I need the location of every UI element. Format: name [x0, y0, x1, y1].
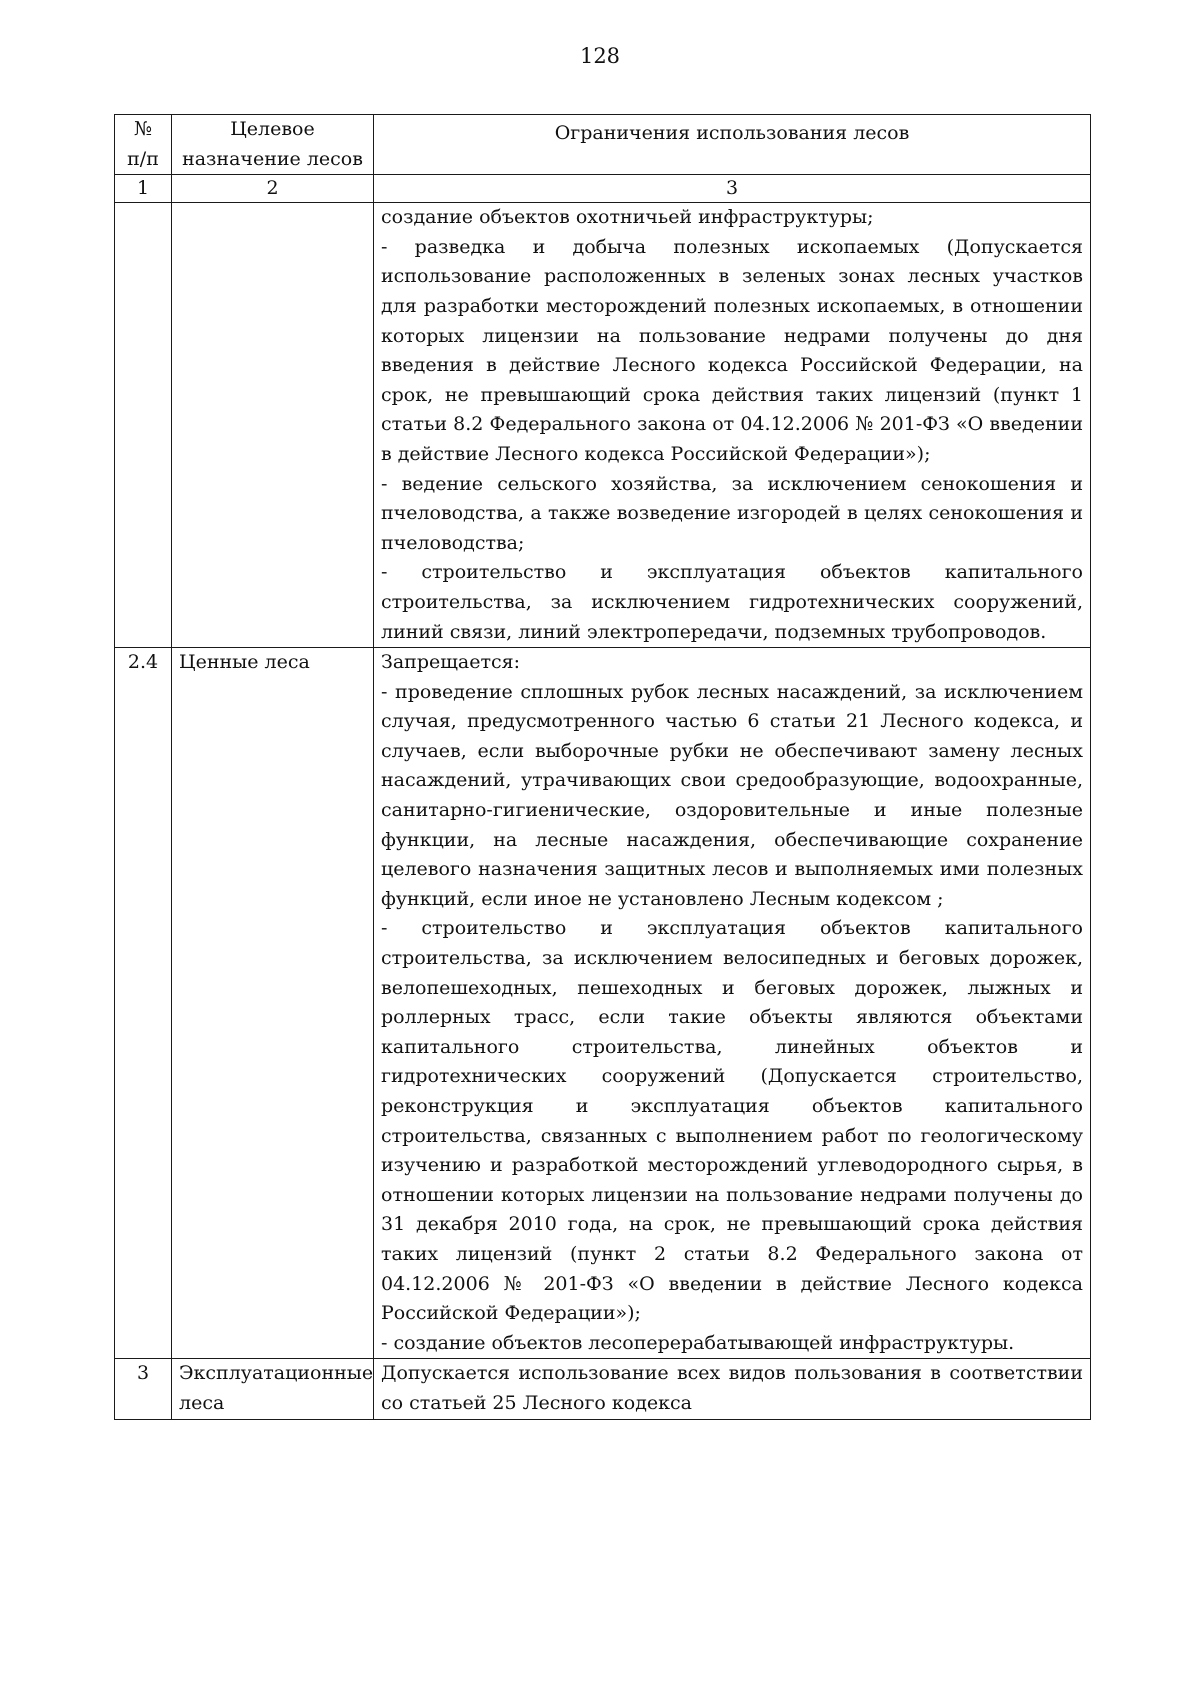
row-number: 3 [115, 1359, 172, 1419]
row-purpose: Эксплуатационные леса [172, 1359, 374, 1419]
column-number-3: 3 [374, 175, 1091, 203]
header-purpose-line2: назначение лесов [182, 147, 363, 170]
table-row [115, 1359, 1091, 1419]
restriction-paragraph: создание объектов охотничьей инфраструктуры; [381, 206, 874, 229]
restriction-paragraph: - строительство и эксплуатация объектов капитального строительства, за исключением гидротехнических сооружений, линий связи, линий электропередачи, подземных трубопроводов. [381, 561, 1083, 643]
header-number-line1: № [134, 118, 152, 140]
restrictions-table [114, 114, 1091, 1420]
row-number [115, 203, 172, 648]
row-purpose: Ценные леса [172, 648, 374, 1359]
table-row [115, 203, 1091, 648]
header-purpose [172, 115, 374, 175]
header-restrictions: Ограничения использования лесов [374, 115, 1091, 175]
header-purpose-line1: Целевое [230, 118, 315, 140]
row-restrictions [374, 648, 1091, 1359]
column-number-row [115, 175, 1091, 203]
row-restrictions [374, 1359, 1091, 1419]
restriction-paragraph: - разведка и добыча полезных ископаемых (Допускается использование расположенных в зеленых зонах лесных участков для разработки месторождений полезных ископаемых, в отношении которых лицензии на пользование недрами получены до дня введения в действие Лесного кодекса Российской Федерации, на срок, не превышающий срока действия таких лицензий (пункт 1 статьи 8.2 Федерального закона от 04.12.2006 № 201-ФЗ «О введении в действие Лесного кодекса Российской Федерации»); [381, 235, 1083, 465]
restriction-paragraph: - строительство и эксплуатация объектов капитального строительства, за исключением велосипедных и беговых дорожек, велопешеходных, пешеходных и беговых дорожек, лыжных и роллерных трасс, если такие объекты являются объектами капитального строительства, линейных объектов и гидротехнических сооружений (Допускается строительство, реконструкция и эксплуатация объектов капитального строительства, связанных с выполнением работ по геологическому изучению и разработкой месторождений углеводородного сырья, в отношении которых лицензии на пользование недрами получены до 31 декабря 2010 года, на срок, не превышающий срока действия таких лицензий (пункт 2 статьи 8.2 Федерального закона от 04.12.2006 № 201-ФЗ «О введении в действие Лесного кодекса Российской Федерации»); [381, 917, 1083, 1325]
restriction-paragraph: - проведение сплошных рубок лесных насаждений, за исключением случая, предусмотренного частью 6 статьи 21 Лесного кодекса, и случаев, если выборочные рубки не обеспечивают замену лесных насаждений, утрачивающих свои средообразующие, водоохранные, санитарно-гигиенические, оздоровительные и иные полезные функции, на лесные насаждения, обеспечивающие сохранение целевого назначения защитных лесов и выполняемых ими полезных функций, если иное не установлено Лесным кодексом ; [381, 680, 1083, 910]
column-number-2: 2 [172, 175, 374, 203]
header-number [115, 115, 172, 175]
row-restrictions [374, 203, 1091, 648]
table-header-row [115, 115, 1091, 175]
restriction-paragraph: Допускается использование всех видов пользования в соответствии со статьей 25 Лесного кодекса [381, 1362, 1083, 1414]
header-number-line2: п/п [127, 147, 159, 170]
restriction-paragraph: - создание объектов лесоперерабатывающей инфраструктуры. [381, 1331, 1015, 1354]
row-purpose [172, 203, 374, 648]
row-number: 2.4 [115, 648, 172, 1359]
column-number-1: 1 [115, 175, 172, 203]
restriction-paragraph: - ведение сельского хозяйства, за исключением сенокошения и пчеловодства, а также возведение изгородей в целях сенокошения и пчеловодства; [381, 472, 1083, 554]
table-row [115, 648, 1091, 1359]
page-number: 128 [579, 44, 621, 68]
restriction-paragraph: Запрещается: [381, 651, 521, 674]
